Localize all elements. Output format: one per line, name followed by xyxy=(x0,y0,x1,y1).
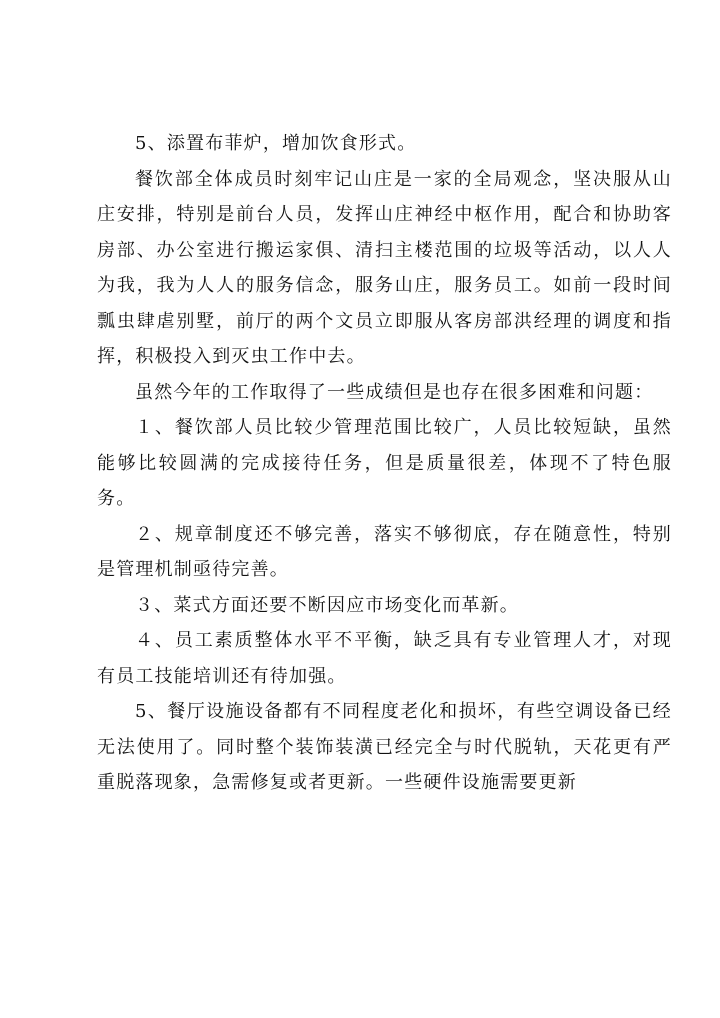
paragraph-problem-facilities: 5、餐厅设施设备都有不同程度老化和损坏，有些空调设备已经无法使用了。同时整个装饰装潢已经完全与时代脱轨，天花更有严重脱落现象，急需修复或者更新。一些硬件设施需要更新 xyxy=(97,701,672,793)
paragraph-buffet-stove: 5、添置布菲炉，增加饮食形式。 xyxy=(135,133,417,154)
paragraph-problem-menu: ３、菜式方面还要不断因应市场变化而革新。 xyxy=(135,594,519,616)
paragraph-problem-staffing: １、餐饮部人员比较少管理范围比较广，人员比较短缺，虽然能够比较圆满的完成接待任务，但是质量很差，体现不了特色服务。 xyxy=(97,417,672,509)
document-body xyxy=(97,126,672,801)
paragraph-teamwork: 餐饮部全体成员时刻牢记山庄是一家的全局观念，坚决服从山庄安排，特别是前台人员，发挥山庄神经中枢作用，配合和协助客房部、办公室进行搬运家俱、清扫主楼范围的垃圾等活动，以人人为我，我为人人的服务信念，服务山庄，服务员工。如前一段时间瓢虫肆虐别墅，前厅的两个文员立即服从客房部洪经理的调度和指挥，积极投入到灭虫工作中去。 xyxy=(97,168,672,367)
paragraph-problem-training: ４、员工素质整体水平不平衡，缺乏具有专业管理人才，对现有员工技能培训还有待加强。 xyxy=(97,630,672,687)
paragraph-problem-rules: ２、规章制度还不够完善，落实不够彻底，存在随意性，特别是管理机制亟待完善。 xyxy=(97,523,672,580)
paragraph-problems-intro: 虽然今年的工作取得了一些成绩但是也存在很多困难和问题： xyxy=(135,381,654,403)
